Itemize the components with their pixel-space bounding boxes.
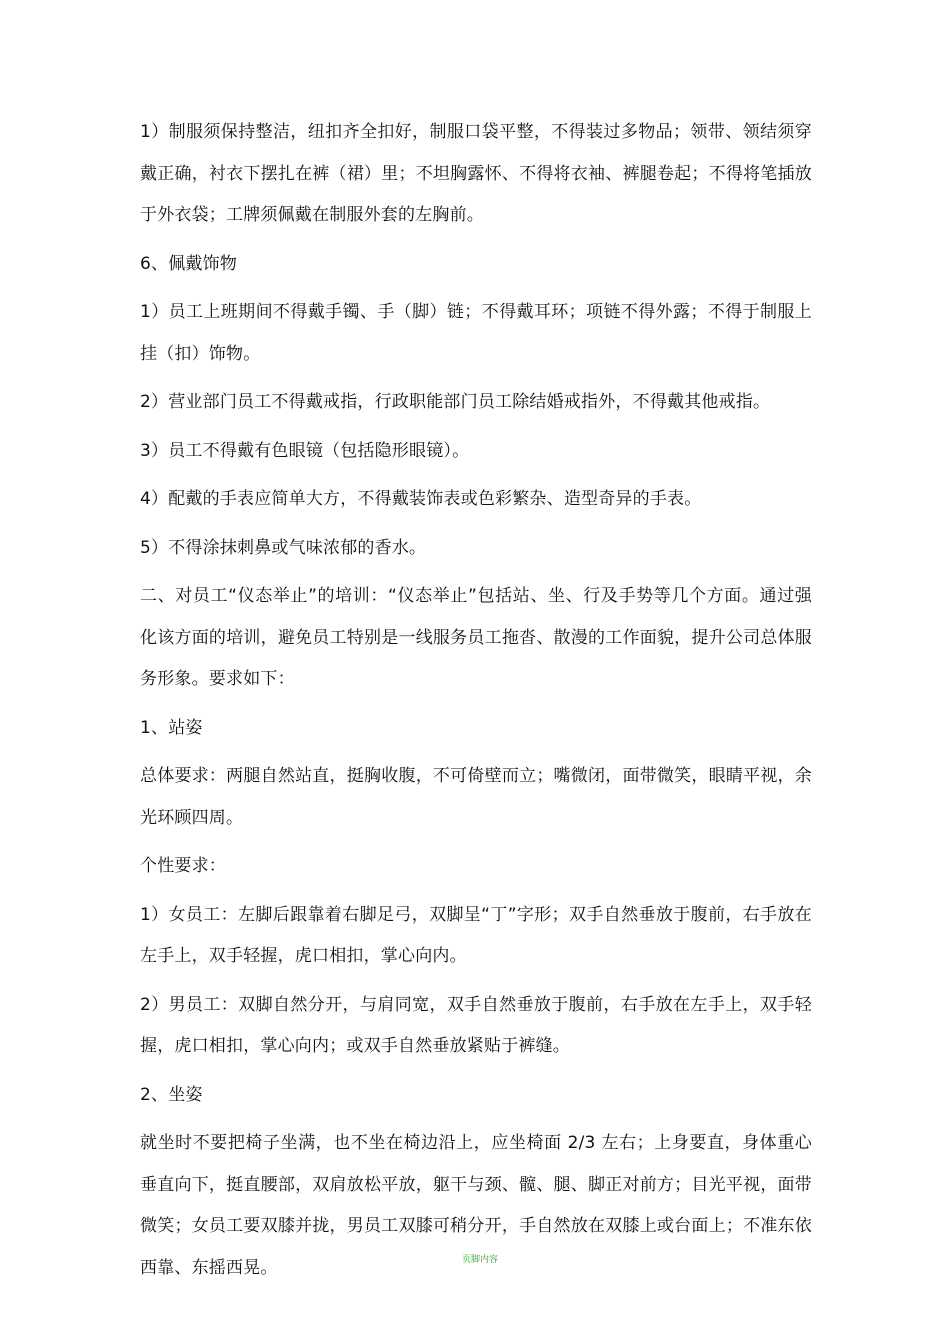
heading-accessories: 6、佩戴饰物	[140, 253, 238, 274]
heading-standing: 1、站姿	[140, 717, 203, 738]
paragraph-standing-female: 1）女员工：左脚后跟靠着右脚足弓，双脚呈“丁”字形；双手自然垂放于腹前，右手放在左手上，双手轻握，虎口相扣，掌心向内。	[140, 904, 812, 966]
page-footer: 页脚内容	[462, 1255, 499, 1265]
paragraph-accessories-4: 4）配戴的手表应简单大方，不得戴装饰表或色彩繁杂、造型奇异的手表。	[140, 489, 702, 509]
paragraph-standing-male: 2）男员工：双脚自然分开，与肩同宽，双手自然垂放于腹前，右手放在左手上，双手轻握，虎口相扣，掌心向内；或双手自然垂放紧贴于裤缝。	[140, 994, 812, 1056]
paragraph-uniform-rules: 1）制服须保持整洁，纽扣齐全扣好，制服口袋平整，不得装过多物品；领带、领结须穿戴正确，衬衣下摆扎在裤（裙）里；不坦胸露怀、不得将衣袖、裤腿卷起；不得将笔插放于外衣袋；工牌须佩戴在制服外套的左胸前。	[140, 122, 812, 225]
paragraph-accessories-3: 3）员工不得戴有色眼镜（包括隐形眼镜）。	[140, 440, 470, 461]
paragraph-standing-general: 总体要求：两腿自然站直，挺胸收腹，不可倚壁而立；嘴微闭，面带微笑，眼睛平视，余光环顾四周。	[140, 766, 812, 828]
heading-individual-requirements: 个性要求：	[140, 856, 226, 876]
document-body	[140, 112, 812, 1296]
paragraph-accessories-5: 5）不得涂抹刺鼻或气味浓郁的香水。	[140, 537, 427, 558]
paragraph-accessories-1: 1）员工上班期间不得戴手镯、手（脚）链；不得戴耳环；项链不得外露；不得于制服上挂（扣）饰物。	[140, 302, 812, 364]
paragraph-accessories-2: 2）营业部门员工不得戴戒指，行政职能部门员工除结婚戒指外，不得戴其他戒指。	[140, 392, 771, 412]
heading-sitting: 2、坐姿	[140, 1084, 203, 1105]
paragraph-sitting: 就坐时不要把椅子坐满，也不坐在椅边沿上，应坐椅面 2/3 左右；上身要直，身体重心垂直向下，挺直腰部，双肩放松平放，躯干与颈、髋、腿、脚正对前方；目光平视，面带微笑；女员工要双膝并拢，男员工双膝可稍分开，手自然放在双膝上或台面上；不准东依西靠、东摇西晃。	[140, 1133, 812, 1278]
paragraph-deportment-intro: 二、对员工“仪态举止”的培训：“仪态举止”包括站、坐、行及手势等几个方面。通过强化该方面的培训，避免员工特别是一线服务员工拖沓、散漫的工作面貌，提升公司总体服务形象。要求如下：	[140, 586, 812, 689]
